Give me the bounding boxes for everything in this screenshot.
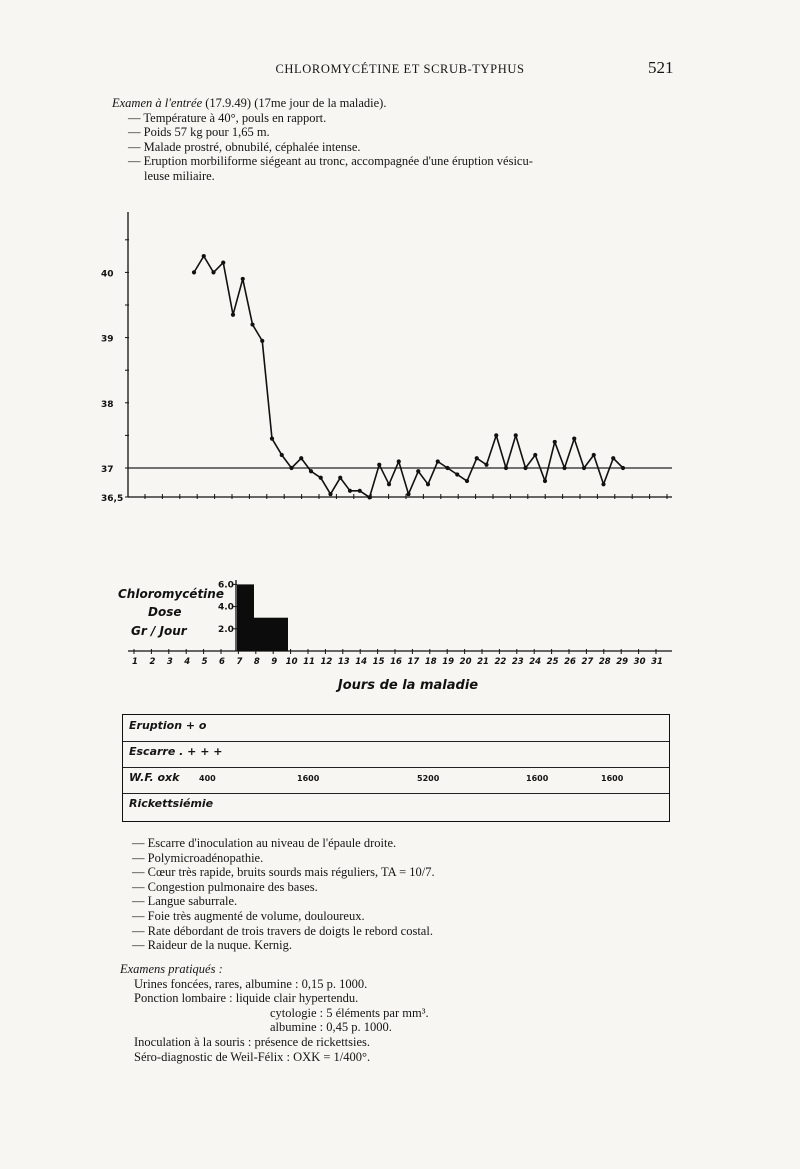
temperature-point <box>562 466 566 470</box>
day-tick-label: 29 <box>616 657 629 667</box>
day-tick-label: 11 <box>303 657 315 667</box>
temperature-point <box>455 472 459 476</box>
day-tick-label: 17 <box>407 657 420 667</box>
temperature-point <box>221 261 225 265</box>
temperature-point <box>348 489 352 493</box>
temperature-point <box>572 437 576 441</box>
temperature-point <box>504 466 508 470</box>
exams-block <box>120 962 429 1064</box>
temperature-point <box>416 469 420 473</box>
temperature-point <box>397 459 401 463</box>
day-tick-label: 8 <box>253 657 260 667</box>
temperature-point <box>192 270 196 274</box>
day-tick-label: 5 <box>201 657 208 667</box>
temp-y-tick-label: 40 <box>101 269 114 280</box>
temperature-point <box>241 277 245 281</box>
temperature-point <box>328 492 332 496</box>
day-tick-label: 3 <box>166 657 173 667</box>
temperature-point <box>367 495 371 499</box>
exam-line: Séro-diagnostic de Weil-Félix : OXK = 1/400°. <box>134 1049 371 1064</box>
temperature-series-line <box>194 256 623 497</box>
temperature-point <box>601 482 605 486</box>
dose-y-tick-label: 4.0 <box>218 602 234 613</box>
table-row <box>123 767 669 794</box>
temperature-point <box>514 433 518 437</box>
table-row <box>123 715 669 742</box>
temperature-point <box>465 479 469 483</box>
temperature-point <box>621 466 625 470</box>
temperature-point <box>358 489 362 493</box>
temperature-point <box>280 453 284 457</box>
day-tick-label: 4 <box>184 657 191 667</box>
day-tick-label: 1 <box>132 657 138 667</box>
wf-value: 1600 <box>526 774 549 783</box>
intro-line: leuse miliaire. <box>144 168 215 183</box>
intro-line: — Poids 57 kg pour 1,65 m. <box>128 125 270 140</box>
temperature-point <box>299 456 303 460</box>
day-tick-label: 2 <box>149 657 156 667</box>
dose-bar <box>237 584 254 651</box>
finding-item: — Cœur très rapide, bruits sourds mais réguliers, TA = 10/7. <box>132 865 435 880</box>
day-tick-label: 24 <box>529 657 542 667</box>
temperature-point <box>611 456 615 460</box>
temperature-point <box>289 466 293 470</box>
day-tick-label: 21 <box>477 657 489 667</box>
dose-y-tick-label: 2.0 <box>218 624 234 635</box>
temperature-point <box>484 463 488 467</box>
temperature-point <box>445 466 449 470</box>
finding-item: — Rate débordant de trois travers de doigts le rebord costal. <box>132 923 433 938</box>
row-label-wf-oxk: W.F. oxk <box>129 771 180 784</box>
temperature-point <box>533 453 537 457</box>
row-label-rickettsiemie: Rickettsiémie <box>129 797 214 810</box>
exam-date: (17.9.49) (17me jour de la maladie). <box>202 96 387 110</box>
dose-label-line: Gr / Jour <box>131 624 187 638</box>
temperature-point <box>553 440 557 444</box>
exam-line: Inoculation à la souris : présence de rickettsies. <box>134 1034 371 1049</box>
day-tick-label: 22 <box>494 657 507 667</box>
day-tick-label: 13 <box>337 657 350 667</box>
wf-value: 1600 <box>297 774 320 783</box>
dose-bar <box>254 618 288 651</box>
temperature-point <box>592 453 596 457</box>
day-tick-label: 14 <box>355 657 368 667</box>
day-tick-label: 25 <box>546 657 559 667</box>
day-tick-label: 7 <box>236 657 243 667</box>
temperature-point <box>231 313 235 317</box>
temperature-point <box>494 433 498 437</box>
temperature-point <box>582 466 586 470</box>
day-tick-label: 31 <box>651 657 663 667</box>
day-tick-label: 6 <box>219 657 225 667</box>
finding-item: — Escarre d'inoculation au niveau de l'épaule droite. <box>132 836 397 850</box>
temperature-point <box>426 482 430 486</box>
dose-y-tick-label: 6.0 <box>218 580 234 591</box>
temperature-point <box>543 479 547 483</box>
page-number: 521 <box>648 58 674 77</box>
temperature-point <box>338 476 342 480</box>
day-tick-label: 26 <box>564 657 576 667</box>
day-tick-label: 23 <box>511 657 524 667</box>
running-head: CHLOROMYCÉTINE ET SCRUB-TYPHUS <box>275 62 525 76</box>
day-tick-label: 19 <box>442 657 455 667</box>
day-tick-label: 20 <box>459 657 472 667</box>
temp-y-tick-label: 37 <box>101 465 114 475</box>
day-tick-label: 15 <box>372 657 385 667</box>
table-row <box>123 741 669 768</box>
day-tick-label: 27 <box>581 657 594 667</box>
finding-item: — Polymicroadénopathie. <box>132 850 264 865</box>
temperature-point <box>436 459 440 463</box>
temperature-point <box>475 456 479 460</box>
temperature-point <box>406 492 410 496</box>
day-tick-label: 28 <box>598 657 611 667</box>
row-label-escarre: Escarre . + + + <box>129 745 223 758</box>
temperature-point <box>270 437 274 441</box>
exam-line: Ponction lombaire : liquide clair hypertendu. <box>134 991 359 1006</box>
temperature-point <box>250 322 254 326</box>
temp-y-tick-label: 38 <box>101 399 114 410</box>
exams-title: Examens pratiqués : <box>120 962 223 976</box>
intro-line: — Malade prostré, obnubilé, céphalée intense. <box>128 139 361 154</box>
day-tick-label: 30 <box>633 657 646 667</box>
day-tick-label: 16 <box>390 657 402 667</box>
day-tick-label: 18 <box>424 657 437 667</box>
day-tick-label: 12 <box>320 657 333 667</box>
wf-value: 5200 <box>417 774 440 783</box>
dose-label-line: Dose <box>148 605 182 619</box>
temperature-point <box>202 254 206 258</box>
temperature-point <box>260 339 264 343</box>
clinical-table <box>122 714 670 822</box>
exam-line: cytologie : 5 éléments par mm³. <box>270 1005 429 1020</box>
intro-line: — Température à 40°, pouls en rapport. <box>128 110 327 125</box>
temp-y-tick-label: 36,5 <box>101 494 124 504</box>
temperature-chart <box>101 212 672 504</box>
finding-item: — Foie très augmenté de volume, douloureux. <box>132 908 365 923</box>
exam-label: Examen à l'entrée <box>112 96 203 110</box>
day-tick-label: 9 <box>271 657 278 667</box>
finding-item: — Raideur de la nuque. Kernig. <box>132 938 293 953</box>
finding-item: — Congestion pulmonaire des bases. <box>132 879 318 894</box>
temp-y-tick-label: 39 <box>101 334 114 345</box>
temperature-point <box>377 463 381 467</box>
wf-value: 400 <box>199 774 216 783</box>
temperature-point <box>523 466 527 470</box>
x-axis-label: Jours de la maladie <box>337 678 479 693</box>
intro-line: — Eruption morbiliforme siégeant au tronc, accompagnée d'une éruption vésicu- <box>128 154 533 169</box>
finding-item: — Langue saburrale. <box>132 894 238 909</box>
temperature-point <box>309 469 313 473</box>
exam-line: albumine : 0,45 p. 1000. <box>270 1020 392 1035</box>
row-label-eruption: Eruption + o <box>129 719 207 732</box>
findings-list <box>132 836 435 953</box>
dose-label-line: Chloromycétine <box>118 587 224 601</box>
table-row <box>123 793 669 819</box>
temperature-point <box>319 476 323 480</box>
temperature-point <box>387 482 391 486</box>
wf-value: 1600 <box>601 774 624 783</box>
temperature-point <box>211 270 215 274</box>
exam-line: Urines foncées, rares, albumine : 0,15 p. 1000. <box>134 976 368 991</box>
day-tick-label: 10 <box>285 657 298 667</box>
dose-chart <box>118 580 672 693</box>
